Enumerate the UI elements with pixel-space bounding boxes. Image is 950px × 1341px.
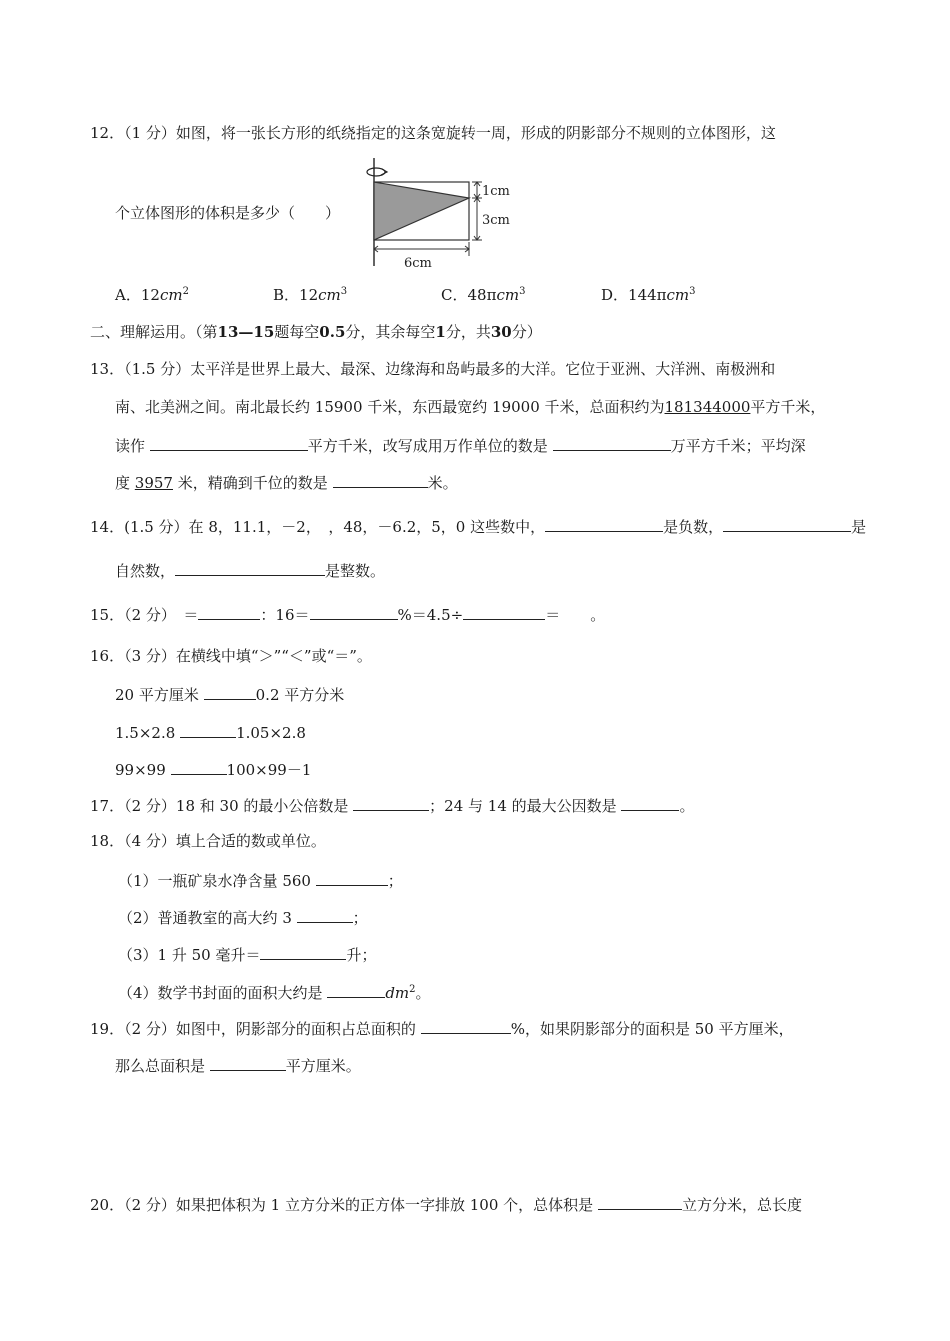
q14-line1: 14．(1.5 分）在 8，11.1，－2， ，48，－6.2，5，0 这些数中， 是负数， 是 (90, 514, 866, 538)
q16-title: 16．（3 分）在横线中填“＞”“＜”或“＝”。 (90, 647, 372, 665)
label-1cm: 1cm (482, 184, 510, 199)
q19-line1: 19．（2 分）如图中，阴影部分的面积占总面积的 %，如果阴影部分的面积是 50 平方厘米， (90, 1016, 794, 1040)
q20-blank-1[interactable] (598, 1192, 682, 1210)
q12-line2: 个立体图形的体积是多少（ ） (115, 204, 341, 222)
q18-blank-1[interactable] (316, 868, 388, 886)
q14-blank-3[interactable] (175, 558, 325, 576)
q16-blank-3[interactable] (171, 757, 227, 775)
q18-blank-2[interactable] (297, 905, 353, 923)
q12-line1: 12．（1 分）如图，将一张长方形的纸绕指定的这条宽旋转一周，形成的阴影部分不规则的立体图形，这 (90, 124, 776, 142)
rotation-figure (364, 156, 514, 274)
q12-option-c[interactable]: C．48πcm$^3$ (441, 286, 526, 304)
q18-part-4: （4）数学书封面的面积大约是 $dm^2$。 (118, 980, 431, 1004)
q16-row-2: 1.5×2.8 1.05×2.8 (115, 720, 306, 744)
shaded-triangle (374, 182, 469, 240)
q12-option-a[interactable]: A．$12cm^2$ (115, 286, 189, 304)
q15-line: 15．（2 分） ＝ ：16＝ %＝4.5÷ ＝ 。 (90, 602, 605, 626)
section-2-heading: 二、理解运用。（第13—15题每空0.5分，其余每空1分，共30分） (90, 323, 542, 341)
q18-part-2: （2）普通教室的高大约 3 ； (118, 905, 368, 929)
q17-blank-2[interactable] (621, 793, 679, 811)
q19-blank-2[interactable] (210, 1053, 286, 1071)
q13-blank-1[interactable] (150, 433, 308, 451)
q12-option-b[interactable]: B．$12cm^3$ (273, 286, 348, 304)
q18-blank-4[interactable] (327, 980, 385, 998)
q18-blank-3[interactable] (260, 942, 346, 960)
q14-line2: 自然数， 是整数。 (115, 558, 385, 582)
q12-option-d[interactable]: D．144πcm$^3$ (601, 286, 696, 304)
label-3cm: 3cm (482, 213, 510, 228)
q16-blank-2[interactable] (180, 720, 236, 738)
q13-line4: 度 3957 米，精确到千位的数是 米。 (115, 470, 458, 494)
q13-line2: 南、北美洲之间。南北最长约 15900 千米，东西最宽约 19000 千米，总面积约为181344000平方千米， (115, 398, 826, 416)
q13-blank-2[interactable] (553, 433, 671, 451)
q18-part-3: （3）1 升 50 毫升＝ 升； (118, 942, 377, 966)
q16-row-1: 20 平方厘米 0.2 平方分米 (115, 682, 344, 706)
rotation-arrow-icon (367, 168, 387, 176)
q20-line: 20．（2 分）如果把体积为 1 立方分米的正方体一字排放 100 个，总体积是 立方分米，总长度 (90, 1192, 802, 1216)
q14-blank-2[interactable] (723, 514, 851, 532)
q17-line: 17．（2 分）18 和 30 的最小公倍数是 ；24 与 14 的最大公因数是 。 (90, 793, 694, 817)
q15-blank-3[interactable] (463, 602, 545, 620)
q15-blank-1[interactable] (198, 602, 260, 620)
q15-blank-2[interactable] (310, 602, 398, 620)
q14-blank-1[interactable] (545, 514, 663, 532)
q13-line1: 13．（1.5 分）太平洋是世界上最大、最深、边缘海和岛屿最多的大洋。它位于亚洲、大洋洲、南极洲和 (90, 360, 776, 378)
q19-line2: 那么总面积是 平方厘米。 (115, 1053, 361, 1077)
q16-row-3: 99×99 100×99－1 (115, 757, 311, 781)
q17-blank-1[interactable] (353, 793, 429, 811)
q16-blank-1[interactable] (204, 682, 256, 700)
q19-blank-1[interactable] (421, 1016, 511, 1034)
q18-part-1: （1）一瓶矿泉水净含量 560 ； (118, 868, 403, 892)
q13-line3: 读作 平方千米，改写成用万作单位的数是 万平方千米；平均深 (115, 433, 806, 457)
q13-blank-3[interactable] (333, 470, 428, 488)
q18-title: 18．（4 分）填上合适的数或单位。 (90, 832, 326, 850)
label-6cm: 6cm (404, 256, 432, 271)
